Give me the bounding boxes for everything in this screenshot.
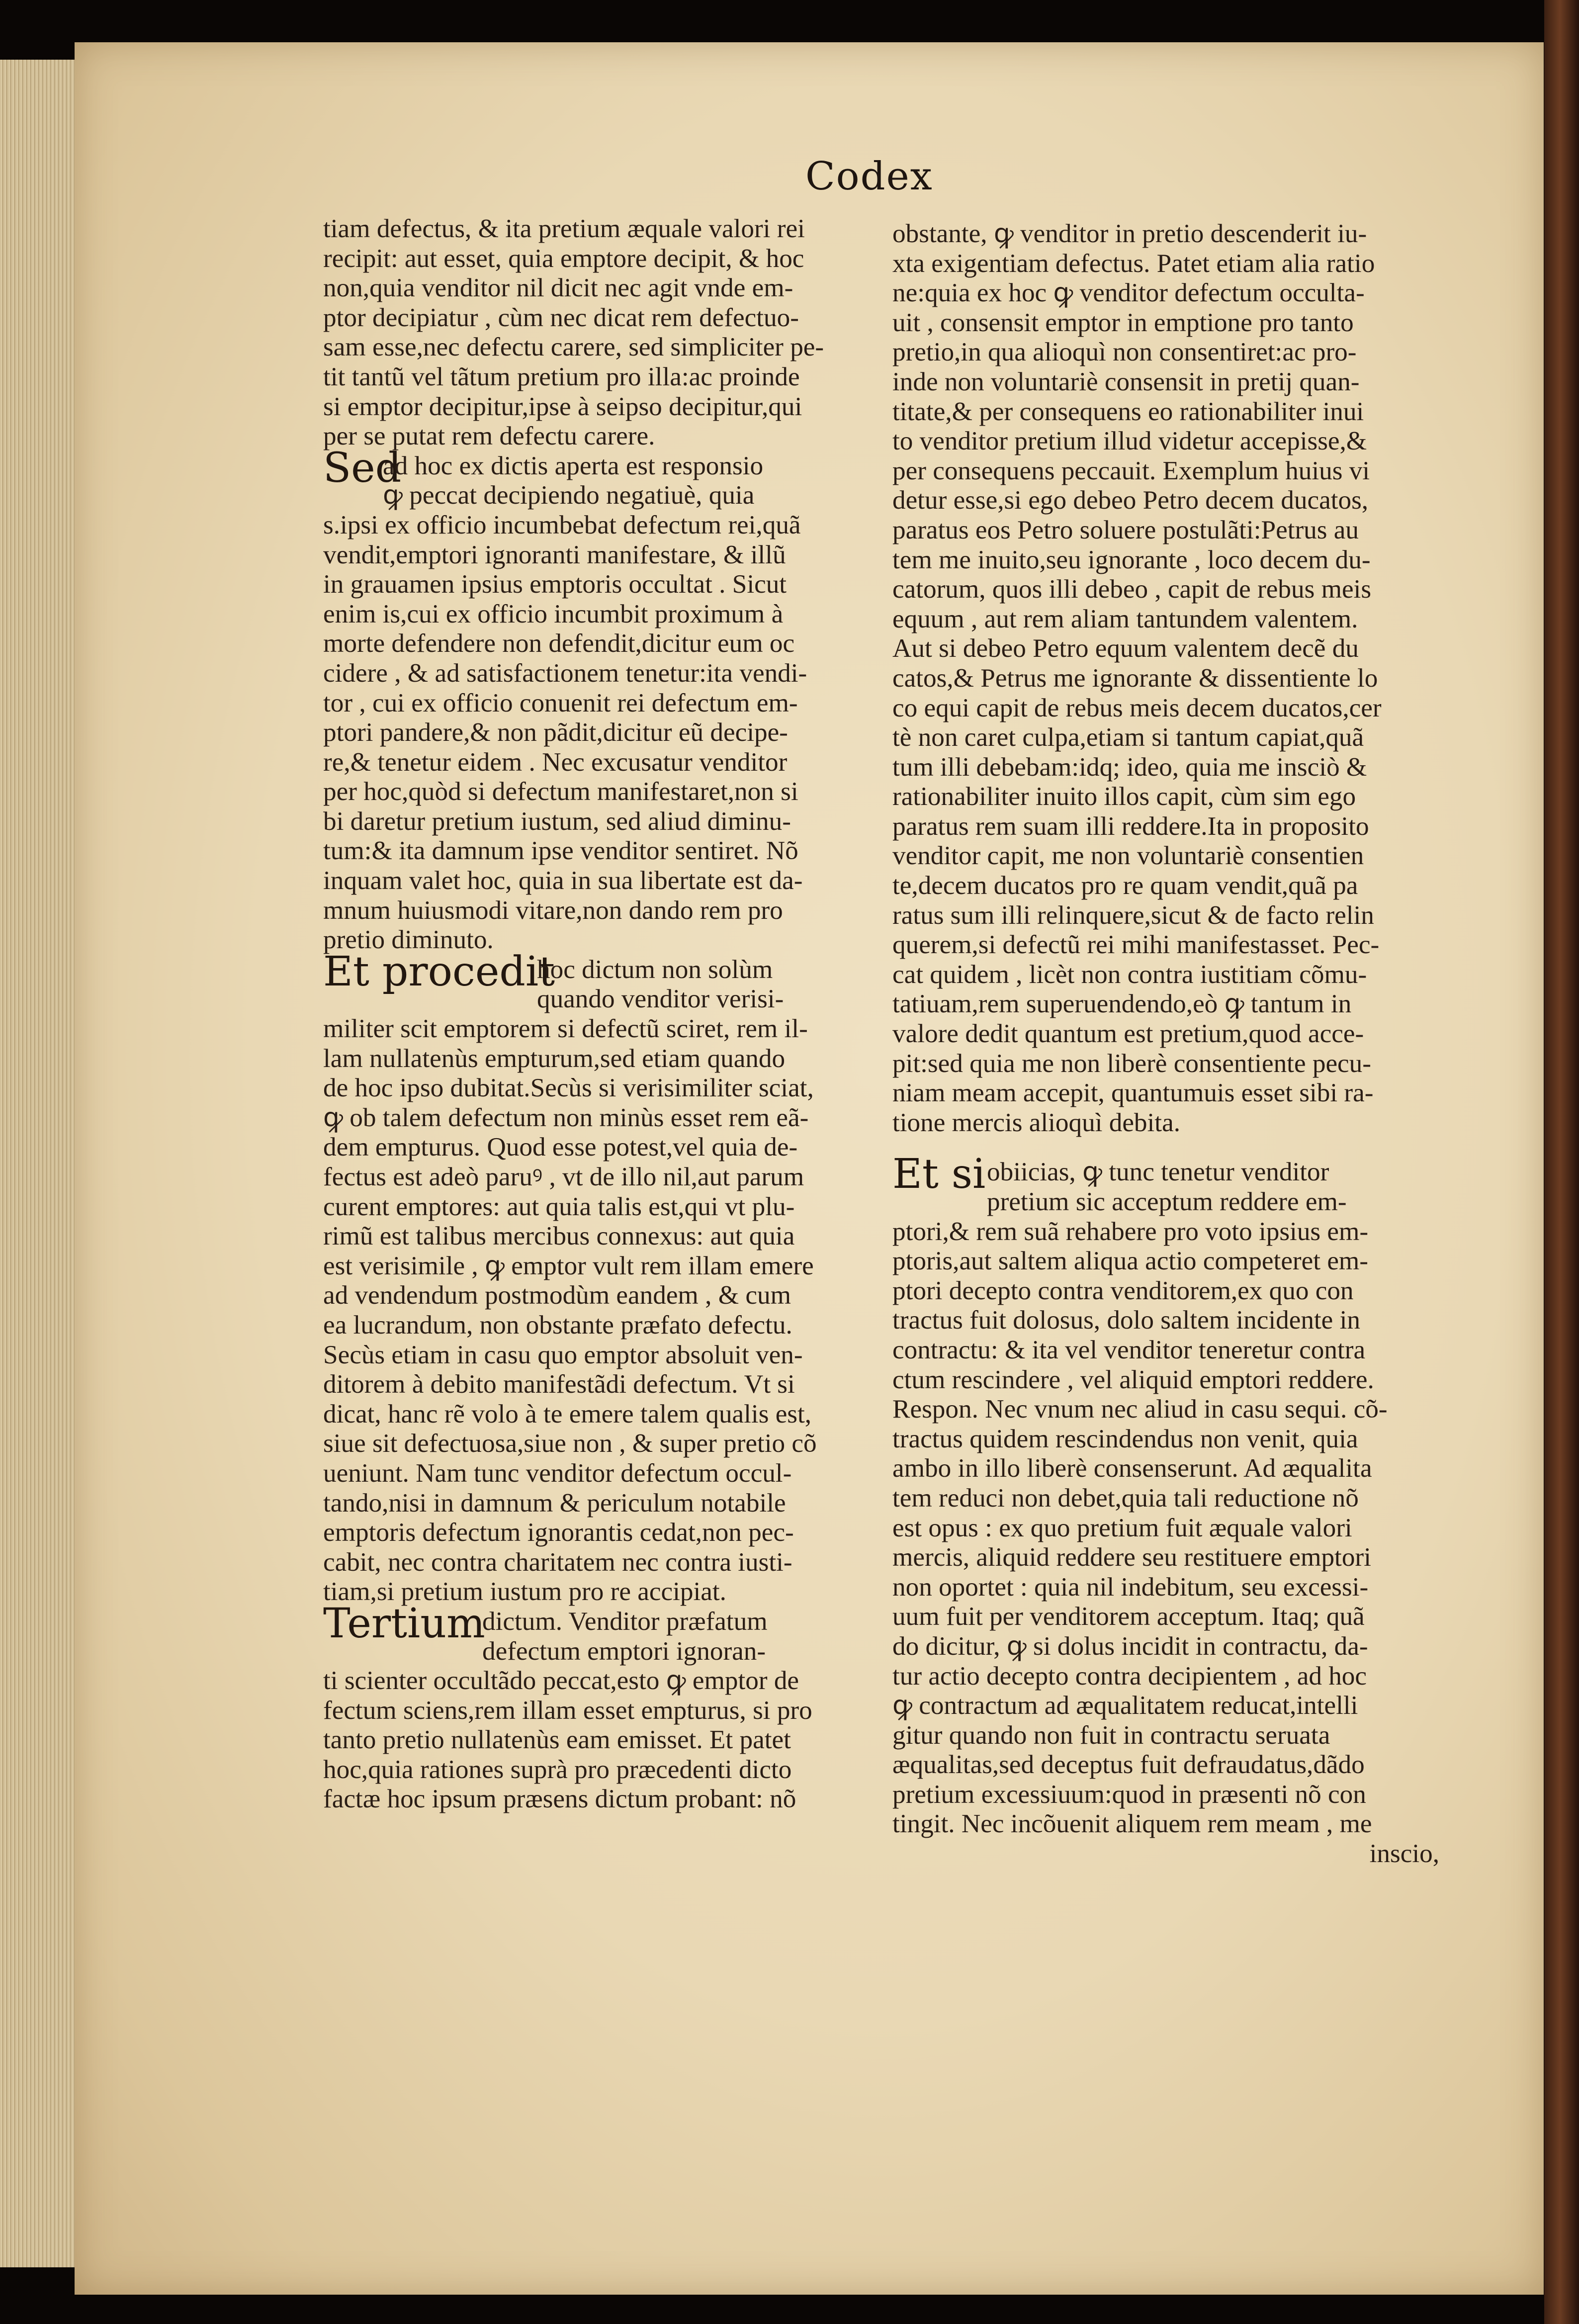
initial-word: Et procedit (323, 948, 555, 995)
text-line: to venditor pretium illud videtur accepisse,& (892, 426, 1367, 456)
left-column (323, 214, 880, 1814)
text-line: catos,& Petrus me ignorante & dissentiente lo (892, 663, 1378, 693)
text-line: xta exigentiam defectus. Patet etiam alia ratio (892, 248, 1375, 278)
text-line: tione mercis alioquì debita. (892, 1107, 1180, 1137)
text-line: ptori,& rem suã rehabere pro voto ipsius em- (892, 1216, 1369, 1246)
text-line: tando,nisi in damnum & periculum notabile (323, 1488, 786, 1518)
text-line: tum:& ita damnum ipse venditor sentiret. Nõ (323, 836, 798, 866)
right-column (892, 219, 1449, 1869)
text-line: s.ipsi ex officio incumbebat defectum rei,quã (323, 510, 801, 539)
text-line: paratus eos Petro soluere postulãti:Petrus au (892, 515, 1359, 544)
text-line: per se putat rem defectu carere. (323, 421, 655, 451)
text-line: enim is,cui ex officio incumbit proximum à (323, 599, 784, 628)
text-line: dictum. Venditor præfatum (482, 1606, 768, 1636)
text-line: tractus fuit dolosus, dolo saltem incidente in (892, 1305, 1360, 1335)
text-line: co equi capit de rebus meis decem ducatos,cer (892, 693, 1382, 722)
text-line: fectus est adeò paruꝰ , vt de illo nil,aut parum (323, 1162, 804, 1191)
left-block-4 (323, 1666, 880, 1814)
text-line: ueniunt. Nam tunc venditor defectum occul- (323, 1458, 792, 1488)
text-line: inde non voluntariè consensit in pretij quan- (892, 366, 1360, 396)
text-line: mnum huiusmodi vitare,non dando rem pro (323, 895, 783, 925)
text-line: tanto pretio nullatenùs eam emisset. Et patet (323, 1725, 791, 1755)
text-line: ne:quia ex hoc ꝙ venditor defectum occulta- (892, 278, 1365, 308)
text-line: Secùs etiam in casu quo emptor absoluit ven- (323, 1340, 803, 1369)
text-line: de hoc ipso dubitat.Secùs si verisimiliter sciat, (323, 1073, 814, 1103)
text-line: dicat, hanc rẽ volo à te emere talem qualis est, (323, 1399, 812, 1429)
text-line: tiam defectus, & ita pretium æquale valori rei (323, 214, 805, 243)
page-fore-edge (0, 60, 77, 2267)
text-line: quando venditor verisi- (537, 984, 784, 1014)
running-head: Codex (805, 154, 933, 199)
text-line: ea lucrandum, non obstante præfato defectu. (323, 1310, 792, 1340)
text-line: te,decem ducatos pro re quam vendit,quã pa (892, 871, 1358, 900)
text-line: Respon. Nec vnum nec aliud in casu sequi. cõ- (892, 1394, 1388, 1424)
text-line: tur actio decepto contra decipientem , ad hoc (892, 1661, 1367, 1691)
left-block-2 (323, 510, 880, 955)
text-line: fectum sciens,rem illam esset empturus, si pro (323, 1695, 812, 1725)
text-line: per consequens peccauit. Exemplum huius vi (892, 455, 1370, 485)
text-line: paratus rem suam illi reddere.Ita in proposito (892, 811, 1369, 841)
text-line: contractu: & ita vel venditor teneretur contra (892, 1335, 1366, 1364)
text-line: ꝙ contractum ad æqualitatem reducat,intelli (892, 1691, 1358, 1720)
text-line: emptoris defectum ignorantis cedat,non pec- (323, 1518, 794, 1547)
text-line: pit:sed quia me non liberè consentiente pecu- (892, 1048, 1371, 1078)
paragraph-lead-procedit (323, 948, 880, 995)
text-line: est opus : ex quo pretium fuit æquale valori (892, 1513, 1352, 1542)
text-line: ratus sum illi relinquere,sicut & de facto relin (892, 900, 1374, 930)
text-line: lam nullatenùs empturum,sed etiam quando (323, 1043, 786, 1073)
text-line: re,& tenetur eidem . Nec excusatur venditor (323, 747, 788, 777)
paragraph-lead-tertium (323, 1600, 880, 1647)
text-line: æqualitas,sed deceptus fuit defraudatus,dãdo (892, 1750, 1365, 1780)
text-line: tor , cui ex officio conuenit rei defectum em- (323, 688, 798, 717)
text-line: non oportet : quia nil indebitum, seu excessi- (892, 1572, 1369, 1602)
text-line: ptori decepto contra venditorem,ex quo con (892, 1275, 1354, 1305)
text-line: uit , consensit emptor in emptione pro tanto (892, 307, 1354, 337)
text-line: Aut si debeo Petro equum valentem decẽ du (892, 633, 1359, 663)
text-line: non,quia venditor nil dicit nec agit vnde em- (323, 273, 793, 303)
text-line: detur esse,si ego debeo Petro decem ducatos, (892, 485, 1369, 515)
paragraph-lead-procedit-2 (323, 984, 880, 1014)
text-line: obiicias, ꝙ tunc tenetur venditor (987, 1157, 1329, 1187)
text-line: bi daretur pretium iustum, sed aliud diminu- (323, 806, 791, 836)
text-line: niam meam accepit, quantumuis esset sibi ra- (892, 1078, 1374, 1108)
paragraph-lead-tertium-2 (323, 1636, 880, 1666)
text-line: per hoc,quòd si defectum manifestaret,non si (323, 777, 798, 806)
text-line: cabit, nec contra charitatem nec contra iusti- (323, 1547, 792, 1577)
text-line: militer scit emptorem si defectũ sciret, rem il- (323, 1014, 808, 1044)
text-line: tingit. Nec incõuenit aliquem rem meam , me (892, 1809, 1372, 1839)
text-line: hoc dictum non solùm (537, 954, 773, 984)
text-line: equum , aut rem aliam tantundem valentem. (892, 604, 1358, 633)
initial-word: Sed (323, 444, 402, 492)
text-line: querem,si defectũ rei mihi manifestasset. Pec- (892, 930, 1380, 960)
text-line: pretium sic acceptum reddere em- (987, 1187, 1347, 1216)
left-block-1 (323, 214, 880, 451)
text-line: ambo in illo liberè consenserunt. Ad æqualita (892, 1453, 1372, 1483)
text-line: titate,& per consequens eo rationabiliter inui (892, 396, 1364, 426)
text-line: tem reduci non debet,quia tali reductione nõ (892, 1483, 1359, 1513)
text-line: ptori pandere,& non pãdit,dicitur eũ decipe- (323, 717, 788, 747)
text-line: uum fuit per venditorem acceptum. Itaq; quã (892, 1602, 1365, 1631)
text-line: tem me inuito,seu ignorante , loco decem du- (892, 544, 1371, 574)
text-line: defectum emptori ignoran- (482, 1636, 766, 1666)
text-line: rationabiliter inuito illos capit, cùm sim ego (892, 782, 1356, 811)
text-line: pretium excessiuum:quod in præsenti nõ con (892, 1779, 1366, 1809)
text-line: tè non caret culpa,etiam si tantum capiat,quã (892, 722, 1364, 752)
text-line: gitur quando non fuit in contractu seruata (892, 1720, 1330, 1750)
text-line: cat quidem , licèt non contra iustitiam cõmu- (892, 959, 1367, 989)
text-line: ditorem à debito manifestãdi defectum. Vt si (323, 1369, 795, 1399)
text-line: dem empturus. Quod esse potest,vel quia de- (323, 1132, 798, 1162)
text-line: siue sit defectuosa,siue non , & super pretio cõ (323, 1429, 817, 1458)
text-line: tractus quidem rescindendus non venit, quia (892, 1424, 1358, 1453)
text-line: rimũ est talibus mercibus connexus: aut quia (323, 1221, 795, 1251)
initial-word: Et si (892, 1151, 986, 1198)
text-line: tiam,si pretium iustum pro re accipiat. (323, 1577, 726, 1607)
text-line: factæ hoc ipsum præsens dictum probant: nõ (323, 1784, 796, 1814)
paragraph-lead-etsi (892, 1151, 1449, 1198)
text-line: sam esse,nec defectu carere, sed simpliciter pe- (323, 332, 824, 362)
text-line: ꝙ ob talem defectum non minùs esset rem eã- (323, 1102, 809, 1132)
text-line: catorum, quos illi debeo , capit de rebus meis (892, 574, 1372, 604)
text-line: est verisimile , ꝙ emptor vult rem illam emere (323, 1251, 814, 1280)
text-line: ctum rescindere , vel aliquid emptori reddere. (892, 1364, 1374, 1394)
book-binding (1544, 0, 1579, 2324)
text-line: tit tantũ vel tãtum pretium pro illa:ac proinde (323, 361, 800, 391)
text-line: si emptor decipitur,ipse à seipso decipitur,qui (323, 391, 802, 421)
right-block-2 (892, 1217, 1449, 1839)
text-line: valore dedit quantum est pretium,quod acce- (892, 1019, 1364, 1049)
text-line: venditor capit, me non voluntariè consentien (892, 841, 1364, 871)
text-line: cidere , & ad satisfactionem tenetur:ita vendi- (323, 658, 807, 688)
text-line: recipit: aut esset, quia emptore decipit, & hoc (323, 243, 804, 273)
text-line: tum illi debebam:idq; ideo, quia me insciò & (892, 752, 1367, 782)
text-line: vendit,emptori ignoranti manifestare, & illũ (323, 539, 786, 569)
paragraph-lead-sed-2 (323, 480, 880, 510)
text-line: pretio diminuto. (323, 925, 494, 955)
text-line: obstante, ꝙ venditor in pretio descenderit iu- (892, 219, 1367, 248)
text-line: morte defendere non defendit,dicitur eum oc (323, 628, 795, 658)
right-block-1 (892, 219, 1449, 1137)
text-line: do dicitur, ꝙ si dolus incidit in contractu, da- (892, 1631, 1368, 1661)
catchword: inscio, (1369, 1839, 1439, 1869)
left-block-3 (323, 1014, 880, 1607)
text-line: ꝙ peccat decipiendo negatiuè, quia (383, 480, 755, 510)
paragraph-lead-etsi-2 (892, 1187, 1449, 1217)
text-line: ti scienter occultãdo peccat,esto ꝙ emptor de (323, 1666, 799, 1696)
text-line: ad hoc ex dictis aperta est responsio (383, 450, 764, 480)
text-line: hoc,quia rationes suprà pro præcedenti dicto (323, 1754, 792, 1784)
text-line: ptor decipiatur , cùm nec dicat rem defectuo- (323, 302, 799, 332)
text-line: inquam valet hoc, quia in sua libertate est da- (323, 866, 803, 895)
text-line: ptoris,aut saltem aliqua actio competeret em- (892, 1246, 1369, 1276)
text-line: curent emptores: aut quia talis est,qui vt plu- (323, 1191, 795, 1221)
initial-word: Tertium (323, 1600, 485, 1647)
text-line: in grauamen ipsius emptoris occultat . Sicut (323, 569, 787, 599)
paragraph-lead-sed (323, 444, 880, 492)
text-line: ad vendendum postmodùm eandem , & cum (323, 1280, 791, 1310)
text-line: tatiuam,rem superuendendo,eò ꝙ tantum in (892, 989, 1352, 1019)
text-line: mercis, aliquid reddere seu restituere emptori (892, 1542, 1371, 1572)
text-line: pretio,in qua alioquì non consentiret:ac pro- (892, 337, 1357, 367)
